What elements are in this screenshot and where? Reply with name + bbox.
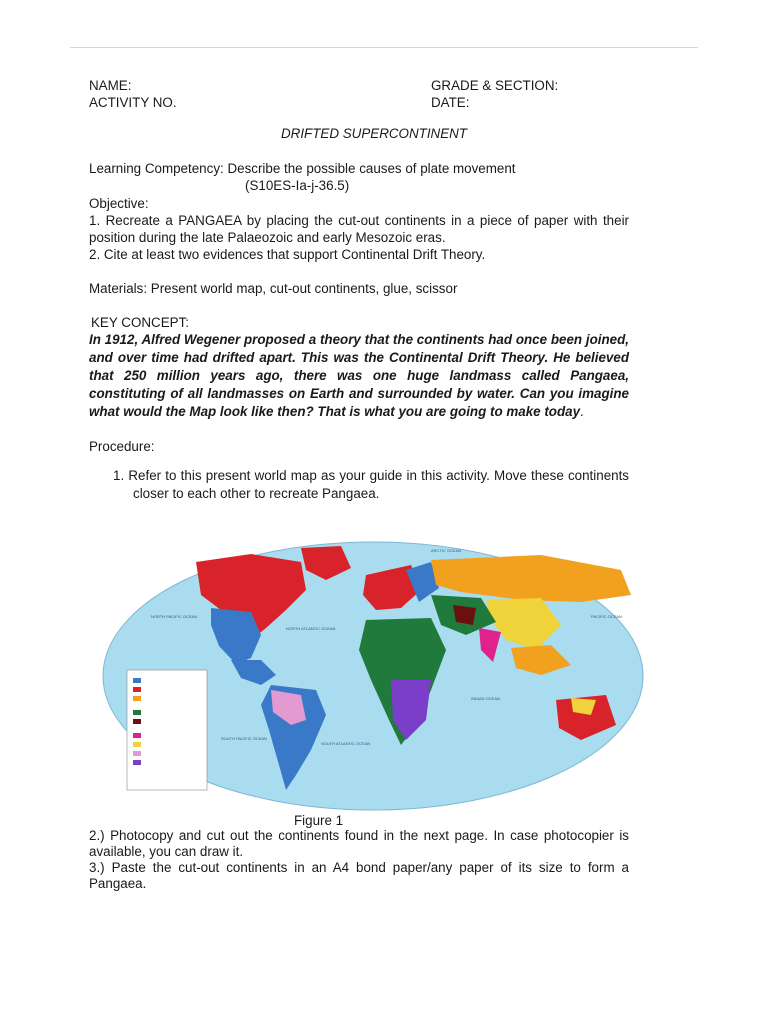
ocean-label-north-pacific: NORTH PACIFIC OCEAN <box>151 614 198 619</box>
objective-heading: Objective: <box>89 196 149 211</box>
arabia-dark-region <box>453 605 476 625</box>
legend-swatch-magenta <box>133 733 141 738</box>
activity-label: ACTIVITY NO. <box>89 95 177 110</box>
procedure-step-3: 3.) Paste the cut-out continents in an A4 bond paper/any paper of its size to form a Pangaea. <box>89 860 629 891</box>
grade-section-label: GRADE & SECTION: <box>431 78 559 93</box>
name-label: NAME: <box>89 78 132 93</box>
ocean-label-indian: INDIAN OCEAN <box>471 696 500 701</box>
ocean-label-south-pacific: SOUTH PACIFIC OCEAN <box>221 736 267 741</box>
key-concept-text: In 1912, Alfred Wegener proposed a theory that the continents had once been joined, and over time had drifted apart. This was the Continental Drift Theory. He believed that 250 million years ago, there was one huge landmass called Pangaea, constituting of all landmasses on Earth and surrounded by water. Can you imagine what would the Map look like then? That is what you are going to make today <box>89 332 629 419</box>
world-map-figure <box>101 540 645 812</box>
competency-line: Learning Competency: Describe the possible causes of plate movement <box>89 161 516 176</box>
objective-item-1: 1. Recreate a PANGAEA by placing the cut-out continents in a piece of paper with their position during the late Palaeozoic and early Mesozoic eras. <box>89 213 629 245</box>
header-fields <box>89 77 629 111</box>
top-rule <box>70 47 698 48</box>
ocean-label-north-atlantic: NORTH ATLANTIC OCEAN <box>286 626 336 631</box>
legend-swatch-blue <box>133 678 141 683</box>
page-title: DRIFTED SUPERCONTINENT <box>281 126 467 141</box>
legend-swatch-green <box>133 710 141 715</box>
ocean-label-pacific: PACIFIC OCEAN <box>591 614 622 619</box>
competency-code: (S10ES-Ia-j-36.5) <box>245 178 350 193</box>
procedure-heading: Procedure: <box>89 439 155 454</box>
legend-swatch-pink <box>133 751 141 756</box>
date-label: DATE: <box>431 95 470 110</box>
legend-swatch-purple <box>133 760 141 765</box>
materials-line: Materials: Present world map, cut-out continents, glue, scissor <box>89 281 458 296</box>
legend-swatch-red <box>133 687 141 692</box>
key-concept-end: . <box>580 404 584 419</box>
worksheet <box>89 77 629 503</box>
key-concept-heading: KEY CONCEPT: <box>91 315 189 330</box>
procedure-step-1: 1. Refer to this present world map as your guide in this activity. Move these continents closer to each other to recreate Pangaea. <box>113 468 629 501</box>
key-concept-body <box>89 331 629 421</box>
figure-caption: Figure 1 <box>294 813 344 828</box>
legend-swatch-yellow <box>133 742 141 747</box>
ocean-label-arctic: ARCTIC OCEAN <box>431 548 462 553</box>
procedure-step-2: 2.) Photocopy and cut out the continents found in the next page. In case photocopier is available, you can draw it. <box>89 828 629 859</box>
procedure-steps <box>89 828 629 892</box>
objective-item-2: 2. Cite at least two evidences that support Continental Drift Theory. <box>89 247 486 262</box>
ocean-label-south-atlantic: SOUTH ATLANTIC OCEAN <box>321 741 371 746</box>
legend-swatch-orange <box>133 696 141 701</box>
world-map <box>101 540 645 812</box>
legend-swatch-darkred <box>133 719 141 724</box>
